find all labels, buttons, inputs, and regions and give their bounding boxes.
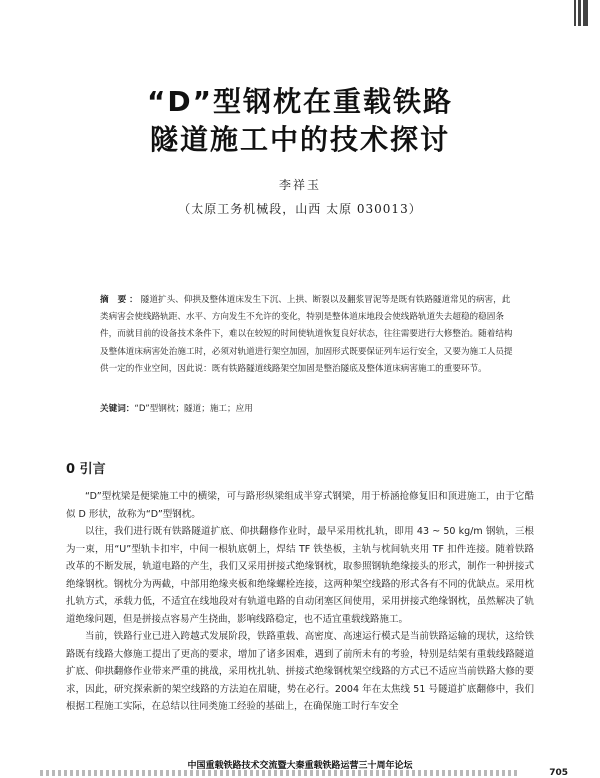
title-line-2: 隧道施工中的技术探讨	[149, 123, 450, 156]
scan-edge-mark	[574, 0, 588, 26]
body-paragraph: 当前，铁路行业已进入跨越式发展阶段，铁路重载、高密度、高速运行模式是当前铁路运输的现状，这给铁路既有线路大修施工提出了更高的要求，增加了诸多困难，遇到了前所未有的考验，特别是结架有重载线路隧道扩底、仰拱翻修作业带来严重的挑战，采用枕扎轨、拼接式绝缘钢枕架空线路的方式已不适应当前铁路大修的要求，因此，研究探索新的架空线路的方法迫在眉睫，势在必行。2004 年在太焦线 51 号隧道扩底翻修中，我们根据工程施工实际，在总结以往同类施工经验的基础上，在确保施工时行车安全	[66, 631, 534, 712]
abstract-block	[100, 292, 515, 378]
keywords-block	[100, 402, 515, 414]
keywords-label: 关键词：	[100, 404, 135, 414]
body-paragraph: 以往，我们进行既有铁路隧道扩底、仰拱翻修作业时，最早采用枕扎轨，即用 43 ~ 50 kg/m 钢轨，三根为一束，用“U”型轨卡扣牢，中间一根轨底朝上，焊结 TF 铁垫板，主轨与枕间轨夹用 TF 扣件连接。随着铁路改革的不断发展，轨道电路的产生，我们又采用拼接式绝缘钢枕，取参照钢轨绝缘接头的形式，制作一种拼接式绝缘钢枕。钢枕分为两截，中部用绝缘夹板和绝缘螺栓连接，这两种架空线路的形式各有不同的优缺点。采用枕扎轨方式，承载力低，不适宜在线地段对有轨道电路的自动闭塞区间使用，采用拼接式绝缘钢枕，虽然解决了轨道绝缘问题，但是拼接点容易产生挠曲，影响线路稳定，也不适宜重载线路施工。	[66, 526, 534, 625]
author-name: 李祥玉	[278, 178, 321, 192]
keywords-text: “D”型钢枕；隧道；施工；应用	[134, 404, 253, 414]
abstract-text: 隧道扩头、仰拱及整体道床发生下沉、上拱、断裂以及翻浆冒泥等是既有铁路隧道常见的病害，此类病害会使线路轨距、水平、方向发生不允许的变化，特别是整体道床地段会使线路轨道失去超稳的稳固条件，而就目前的设备技术条件下，难以在较短的时间使轨道恢复良好状态，往往需要进行大修整治。随着结构及整体道床病害处治施工时，必须对轨道进行架空加固，加固形式既要保证列车运行安全，又要为施工人员提供一定的作业空间，因此说：既有铁路隧道线路架空加固是整治隧底及整体道床病害施工的重要环节。	[100, 295, 513, 374]
footer-rule	[40, 770, 520, 776]
conference-footer: 中国重载铁路技术交流暨大秦重载铁路运营三十周年论坛	[187, 761, 413, 771]
title-line-1: “D”型钢枕在重载铁路	[146, 85, 454, 118]
author-affiliation: （太原工务机械段，山西 太原 030013）	[178, 202, 422, 216]
page-number: 705	[549, 768, 568, 778]
body-text	[66, 488, 534, 716]
body-paragraph: “D”型枕梁是便梁施工中的横梁，可与路形纵梁组成半穿式钢梁，用于桥涵抢修复旧和顶进施工，由于它酷似 D 形状，故称为“D”型钢枕。	[66, 491, 534, 520]
section-heading-intro: 0 引言	[66, 462, 106, 477]
abstract-label: 摘 要：	[100, 295, 141, 305]
